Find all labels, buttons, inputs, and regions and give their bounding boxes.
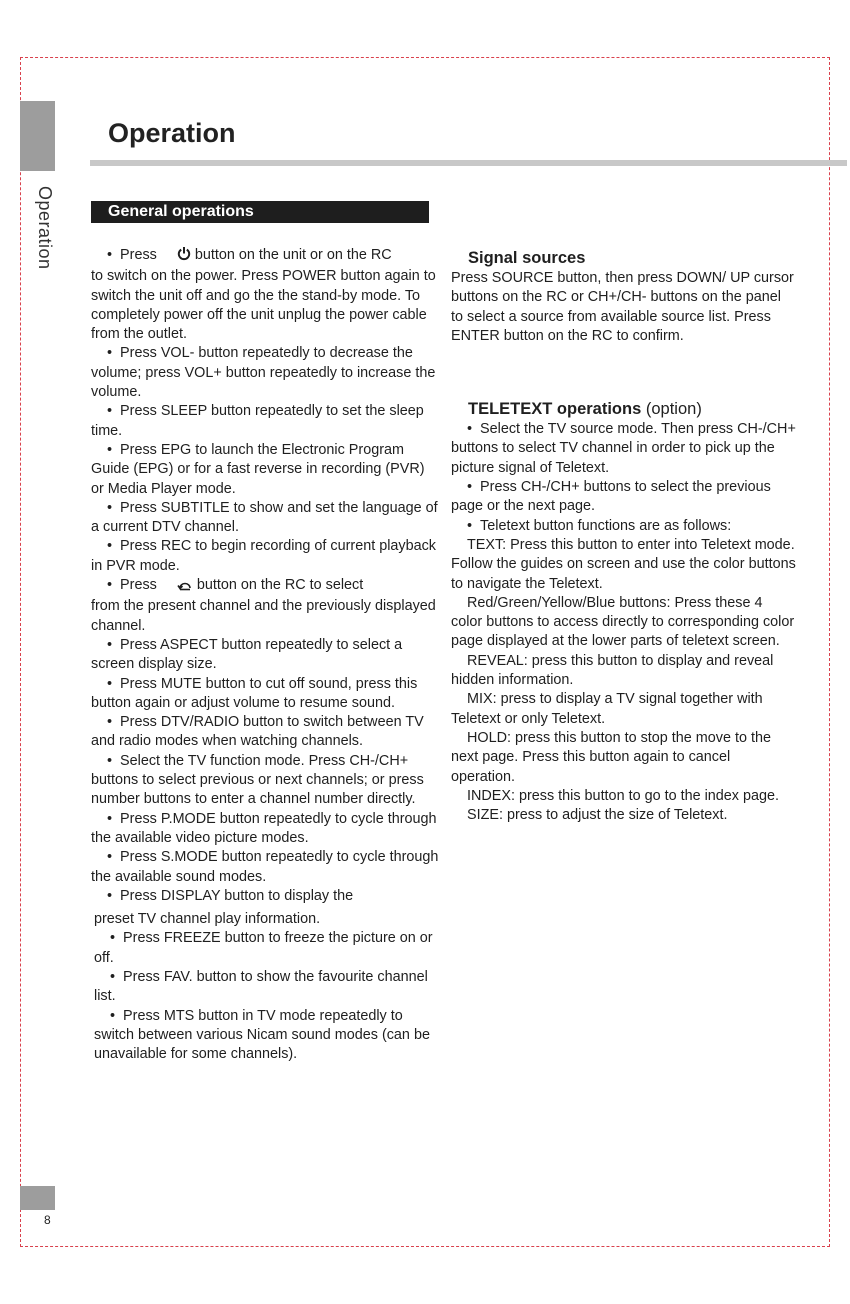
side-tab-marker <box>20 101 55 171</box>
teletext-heading: TELETEXT operations (option) <box>468 400 702 419</box>
general-item: • Press FAV. button to show the favourite channel list. <box>91 968 441 1007</box>
teletext-function: Red/Green/Yellow/Blue buttons: Press these 4 color buttons to access directly to corresponding color page displayed at the lower parts of teletext screen. <box>451 594 795 650</box>
recall-icon <box>161 578 193 597</box>
general-item: • Press P.MODE button repeatedly to cycle through the available video picture modes. <box>91 810 441 849</box>
general-item: • Press VOL- button repeatedly to decrease the volume; press VOL+ button repeatedly to increase the volume. <box>91 344 441 402</box>
general-item: • Press ASPECT button repeatedly to select a screen display size. <box>91 636 441 675</box>
teletext-function: HOLD: press this button to stop the move to the next page. Press this button again to cancel operation. <box>451 729 771 785</box>
teletext-item: • Select the TV source mode. Then press CH-/CH+ buttons to select TV channel in order to pick up the picture signal of Teletext. <box>451 420 796 478</box>
teletext-function: MIX: press to display a TV signal together with Teletext or only Teletext. <box>451 691 763 727</box>
page-title: Operation <box>108 118 236 148</box>
general-item-continuation: from the present channel and the previously displayed channel. <box>91 598 436 634</box>
signal-sources-text: Press SOURCE button, then press DOWN/ UP cursor buttons on the RC or CH+/CH- buttons on the panel to select a source from available source list. Press ENTER button on the RC to confirm. <box>451 270 794 344</box>
teletext-item: • Press CH-/CH+ buttons to select the previous page or the next page. <box>451 478 796 517</box>
signal-sources-heading: Signal sources <box>468 249 586 267</box>
general-item: • Press MUTE button to cut off sound, press this button again or adjust volume to resume sound. <box>91 675 441 714</box>
power-icon <box>161 246 191 267</box>
general-item: • Press REC to begin recording of current playback in PVR mode. <box>91 537 441 576</box>
general-operations-column <box>91 246 441 1064</box>
right-column <box>451 247 796 825</box>
page-number-marker <box>20 1186 55 1210</box>
teletext-heading-note: (option) <box>645 400 702 419</box>
teletext-item: • Teletext button functions are as follows: <box>451 517 796 536</box>
general-item: • Select the TV function mode. Press CH-/CH+ buttons to select previous or next channels; or press number buttons to enter a channel number directly. <box>91 752 441 810</box>
page-number: 8 <box>44 1213 51 1227</box>
section-heading-general-operations: General operations <box>91 201 429 223</box>
teletext-function: SIZE: press to adjust the size of Teletext. <box>467 807 728 824</box>
general-item: • Press MTS button in TV mode repeatedly to switch between various Nicam sound modes (can be unavailable for some channels). <box>91 1007 441 1065</box>
general-item-continuation: preset TV channel play information. <box>94 911 321 928</box>
general-item: • Press button on the unit or on the RC <box>91 246 441 267</box>
teletext-function: INDEX: press this button to go to the index page. <box>467 787 779 804</box>
general-item-continuation: to switch on the power. Press POWER button again to switch the unit off and go the the stand-by mode. To completely power off the unit unplug the power cable from the outlet. <box>91 268 436 343</box>
general-item: • Press S.MODE button repeatedly to cycle through the available sound modes. <box>91 848 441 887</box>
side-section-label: Operation <box>35 186 55 270</box>
general-item: • Press DTV/RADIO button to switch between TV and radio modes when watching channels. <box>91 713 441 752</box>
general-item: • Press DISPLAY button to display the <box>91 887 441 906</box>
general-item: • Press FREEZE button to freeze the picture on or off. <box>91 929 441 968</box>
general-item: • Press EPG to launch the Electronic Program Guide (EPG) or for a fast reverse in recording (PVR) or Media Player mode. <box>91 441 441 499</box>
general-item: • Press SUBTITLE to show and set the language of a current DTV channel. <box>91 499 441 538</box>
general-item: • Press SLEEP button repeatedly to set the sleep time. <box>91 402 441 441</box>
title-divider <box>90 160 847 166</box>
general-item: • Press button on the RC to select <box>91 576 441 597</box>
teletext-function: TEXT: Press this button to enter into Teletext mode. Follow the guides on screen and use the color buttons to navigate the Teletext. <box>451 536 796 592</box>
teletext-function: REVEAL: press this button to display and reveal hidden information. <box>451 652 774 689</box>
